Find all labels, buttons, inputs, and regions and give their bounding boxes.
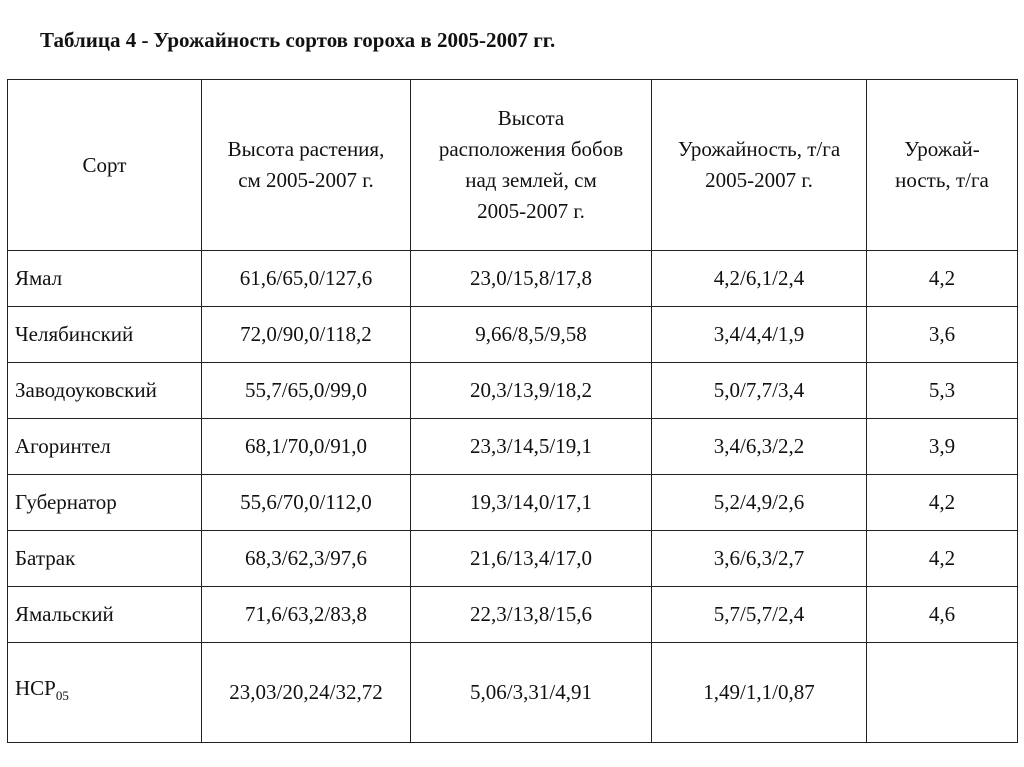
- table-row: [8, 363, 1018, 419]
- table-row: [8, 251, 1018, 307]
- cell-variety: Ямал: [8, 251, 202, 307]
- cell-bean-height: 19,3/14,0/17,1: [411, 475, 652, 531]
- cell-variety: Ямальский: [8, 587, 202, 643]
- cell-bean-height: 23,0/15,8/17,8: [411, 251, 652, 307]
- table-title: Таблица 4 - Урожайность сортов гороха в 2005-2007 гг.: [40, 28, 556, 52]
- cell-yield: 5,2/4,9/2,6: [652, 475, 867, 531]
- header-average-yield: Урожай- ность, т/га: [867, 80, 1018, 251]
- cell-yield: 3,4/6,3/2,2: [652, 419, 867, 475]
- cell-variety: Челябинский: [8, 307, 202, 363]
- cell-average-yield: 4,6: [867, 587, 1018, 643]
- cell-plant-height: 72,0/90,0/118,2: [202, 307, 411, 363]
- cell-plant-height: 68,1/70,0/91,0: [202, 419, 411, 475]
- cell-variety: Заводоуковский: [8, 363, 202, 419]
- table-row: [8, 531, 1018, 587]
- header-yield: Урожайность, т/га 2005-2007 г.: [652, 80, 867, 251]
- cell-variety: Агоринтел: [8, 419, 202, 475]
- table-row: [8, 419, 1018, 475]
- cell-bean-height: 23,3/14,5/19,1: [411, 419, 652, 475]
- yield-table: [7, 79, 1018, 743]
- cell-average-yield: 4,2: [867, 475, 1018, 531]
- table-row: [8, 587, 1018, 643]
- cell-lsd-plant-height: 23,03/20,24/32,72: [202, 643, 411, 743]
- cell-variety: Батрак: [8, 531, 202, 587]
- header-row: [8, 80, 1018, 251]
- cell-average-yield: 3,6: [867, 307, 1018, 363]
- cell-average-yield: 5,3: [867, 363, 1018, 419]
- cell-bean-height: 20,3/13,9/18,2: [411, 363, 652, 419]
- cell-lsd-yield: 1,49/1,1/0,87: [652, 643, 867, 743]
- cell-plant-height: 71,6/63,2/83,8: [202, 587, 411, 643]
- cell-variety: Губернатор: [8, 475, 202, 531]
- cell-lsd-label: $НСР_{05}$: [8, 643, 202, 743]
- lsd-row: [8, 643, 1018, 743]
- cell-average-yield: 4,2: [867, 251, 1018, 307]
- table-row: [8, 307, 1018, 363]
- cell-yield: 4,2/6,1/2,4: [652, 251, 867, 307]
- cell-yield: 3,6/6,3/2,7: [652, 531, 867, 587]
- cell-lsd-average-yield: [867, 643, 1018, 743]
- table-row: [8, 475, 1018, 531]
- cell-plant-height: 55,6/70,0/112,0: [202, 475, 411, 531]
- header-plant-height: Высота растения, см 2005-2007 г.: [202, 80, 411, 251]
- cell-bean-height: 22,3/13,8/15,6: [411, 587, 652, 643]
- cell-yield: 3,4/4,4/1,9: [652, 307, 867, 363]
- cell-average-yield: 3,9: [867, 419, 1018, 475]
- cell-plant-height: 55,7/65,0/99,0: [202, 363, 411, 419]
- cell-plant-height: 61,6/65,0/127,6: [202, 251, 411, 307]
- header-variety: Сорт: [8, 80, 202, 251]
- cell-yield: 5,7/5,7/2,4: [652, 587, 867, 643]
- cell-bean-height: 21,6/13,4/17,0: [411, 531, 652, 587]
- cell-lsd-bean-height: 5,06/3,31/4,91: [411, 643, 652, 743]
- cell-average-yield: 4,2: [867, 531, 1018, 587]
- cell-yield: 5,0/7,7/3,4: [652, 363, 867, 419]
- header-bean-height: Высота расположения бобов над землей, см 2005-2007 г.: [411, 80, 652, 251]
- cell-bean-height: 9,66/8,5/9,58: [411, 307, 652, 363]
- cell-plant-height: 68,3/62,3/97,6: [202, 531, 411, 587]
